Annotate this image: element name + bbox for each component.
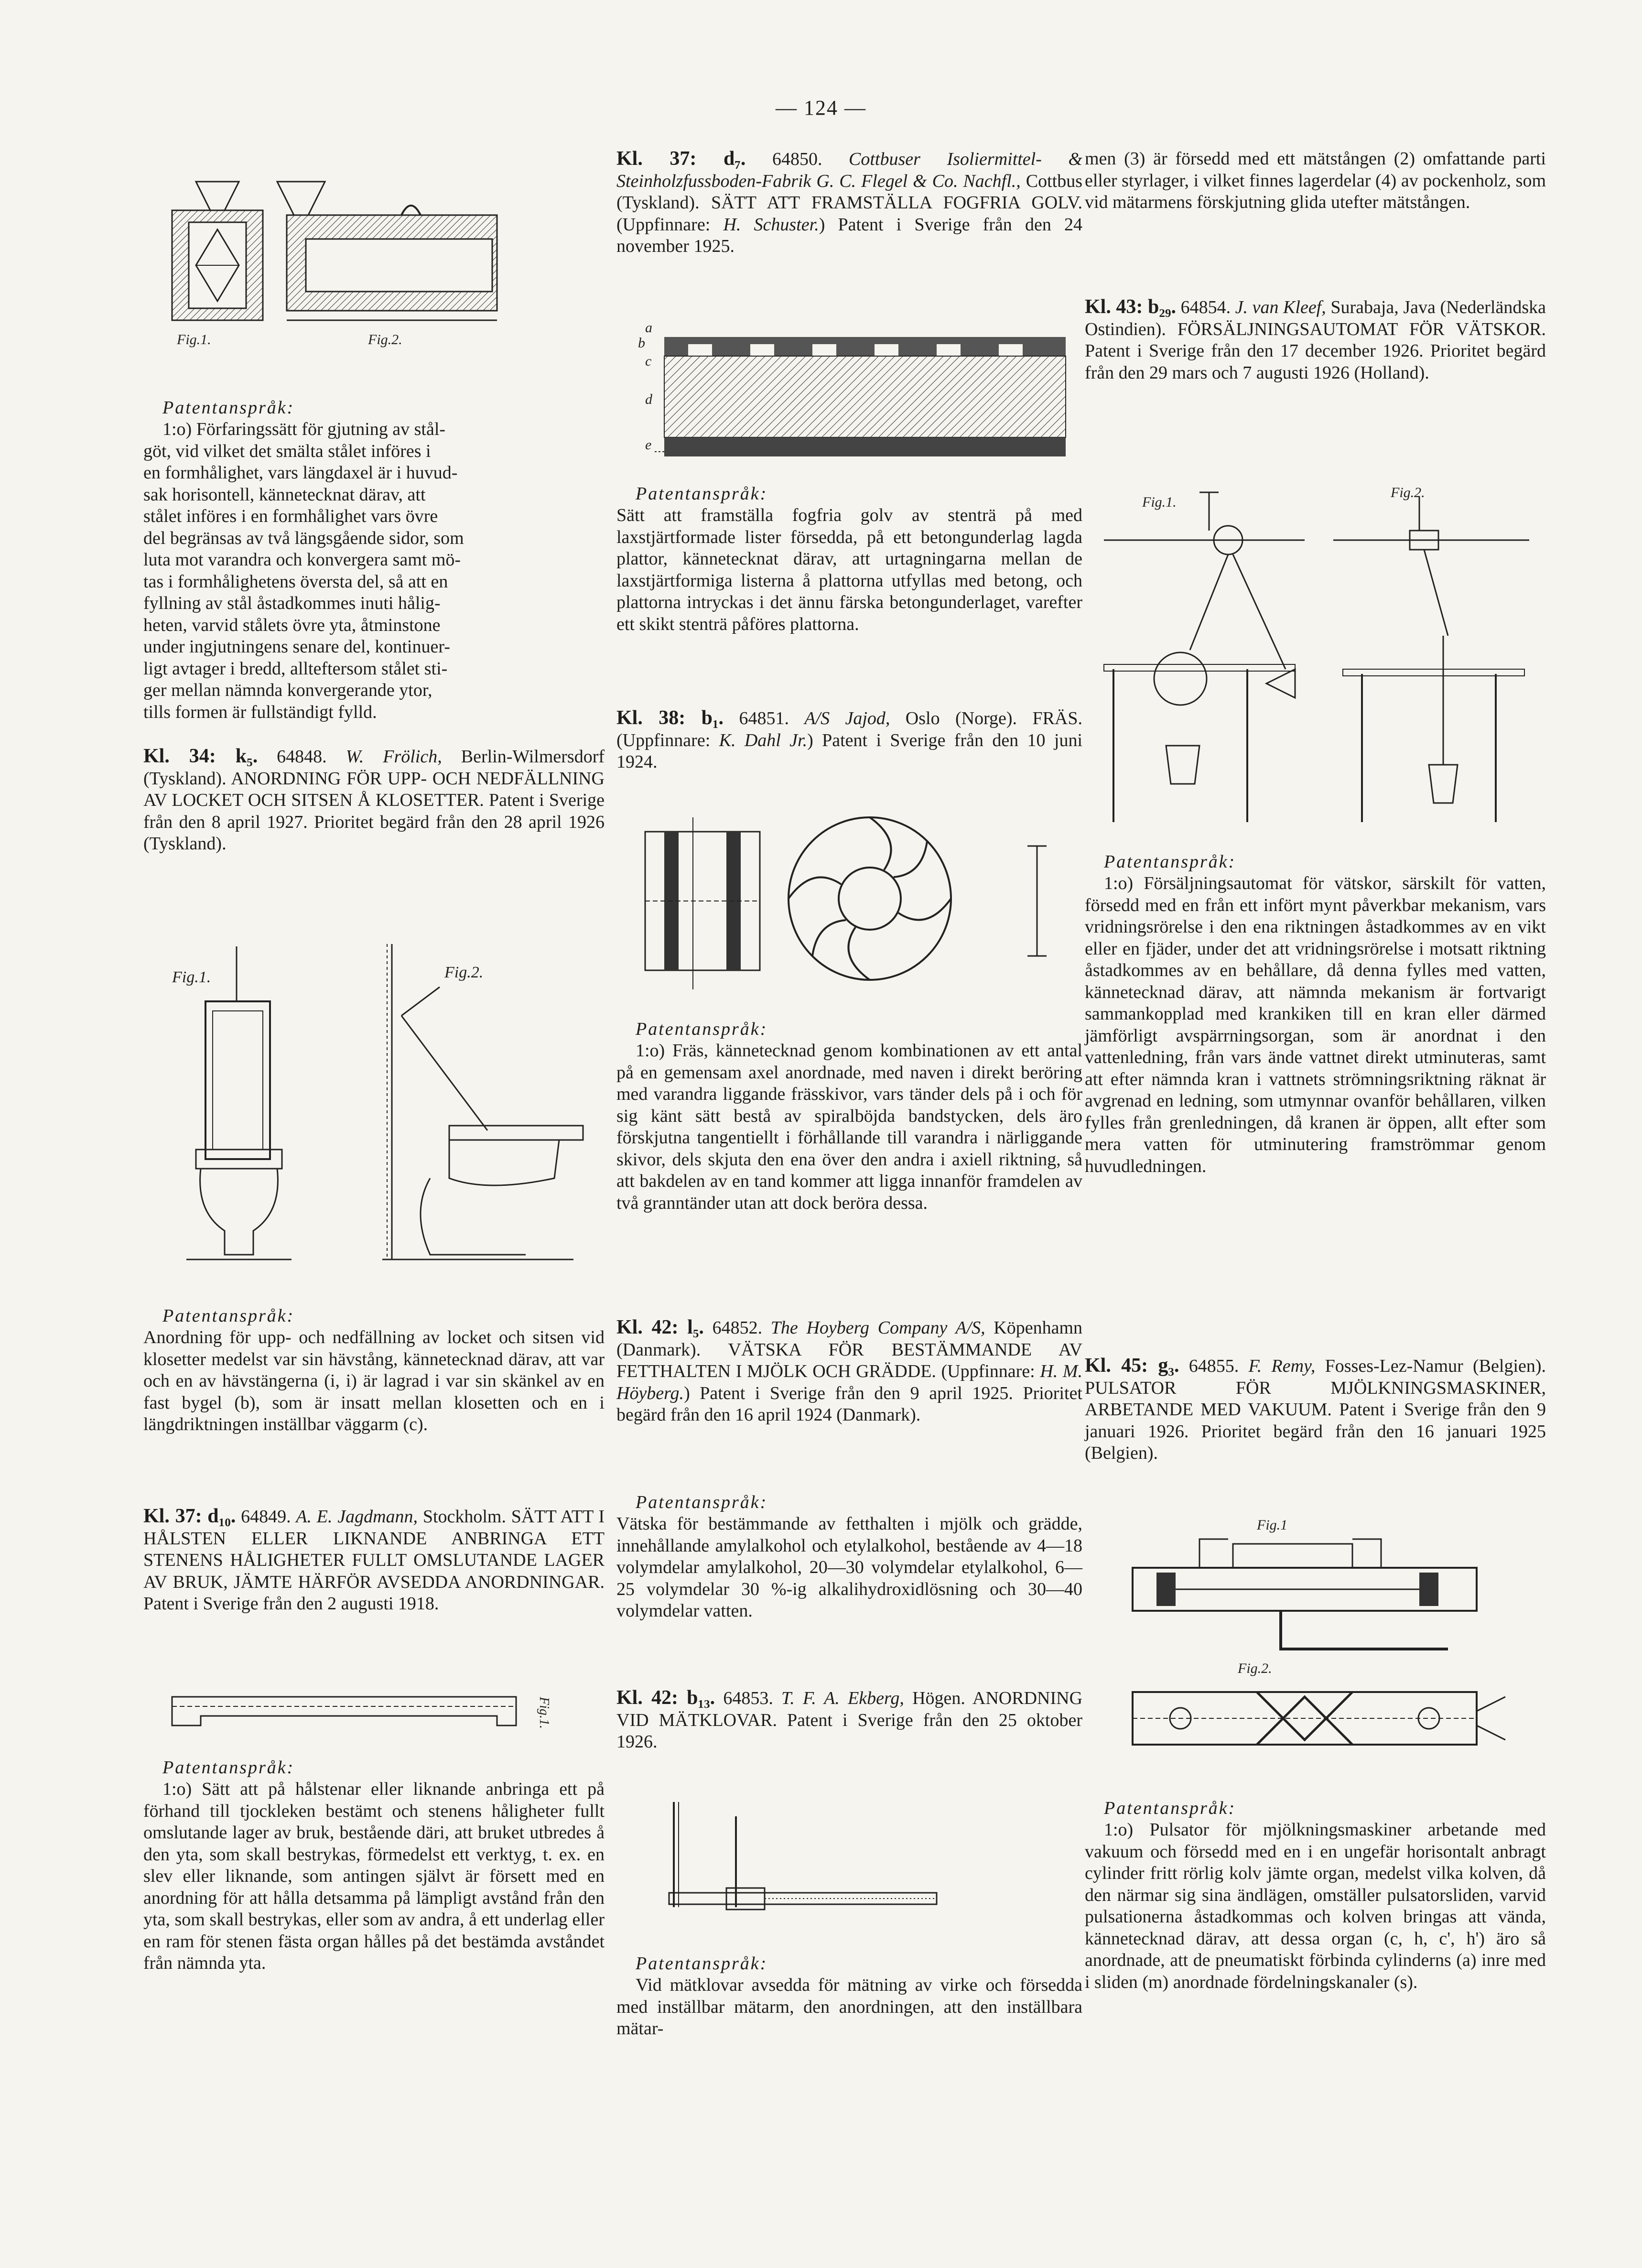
patentansprak-heading: Patentanspråk: bbox=[1104, 852, 1236, 872]
fig-label: Fig.1. bbox=[1142, 494, 1177, 510]
figure-toilet bbox=[143, 944, 593, 1279]
entry-64850 bbox=[616, 148, 1082, 258]
claim-line: sak horisontell, kännetecknat därav, att bbox=[143, 484, 426, 505]
entry-text bbox=[616, 707, 1082, 773]
claim-text bbox=[143, 419, 605, 723]
entry-64851 bbox=[616, 707, 1082, 773]
claim-text: men (3) är försedd med ett mätstången (2) omfattande parti eller styrlager, i vilket finnes lagerdelar (4) av pockenholz, som vid mätarmens förskjutning glida utefter mätstången. bbox=[1085, 149, 1546, 212]
entry-applicant: F. Remy, bbox=[1248, 1356, 1316, 1376]
fig-label: Fig.1. bbox=[177, 332, 211, 347]
claim-line: fyllning av stål åstadkommes inuti hålig- bbox=[143, 593, 441, 613]
entry-applicant: T. F. A. Ekberg, bbox=[781, 1688, 904, 1708]
claim-line: en formhålighet, vars längdaxel är i huvud- bbox=[143, 463, 458, 483]
entry-applicant: W. Frölich, bbox=[346, 747, 442, 767]
claim-64850 bbox=[616, 483, 1082, 635]
claim-text: 1:o) Försäljningsautomat för vätskor, särskilt för vatten, försedd med en från ett infört mynt påverkbar mekanism, vars vridningsrörelse i den ena riktningen åstadkommes av en vikt eller en fjäder, under det att vridningsrörelse i motsatt riktning åstadkommes av en behållare, då denna fylles med vatten, kännetecknad därav, att nämnda mekanism är fortvarigt sammankopplad med krankiken till en kran eller därmed jämförligt avspärrningsorgan, som är anordnat i den vattenledning, från vars ände vattnet direkt utminuteras, samt att efter nämnda kran i vattnets strömningsriktning räknat är avgrenad en ledning, som utmynnar ovanför behållaren, vilken fylles från grenledningen, då kranen är öppen, allt efter som mera vatten för utminutering framströmmar genom huvudledningen. bbox=[1085, 873, 1546, 1176]
entry-applicant: A. E. Jagdmann, bbox=[296, 1507, 418, 1527]
entry-class: Kl. 45: g₃. bbox=[1085, 1355, 1179, 1377]
claim-line: luta mot varandra och konvergera samt mö- bbox=[143, 550, 461, 570]
claim-64853-continued bbox=[1085, 148, 1546, 214]
fig-label: e bbox=[645, 437, 652, 453]
entry-inventor: H. M. Höyberg. bbox=[616, 1361, 1082, 1403]
entry-details: Stockholm. SÄTT ATT I HÅLSTEN ELLER LIKNANDE ANBRINGA ETT STENENS HÅLIGHETER FULLT OMSLUTANDE LAGER AV BRUK, JÄMTE HÄRFÖR AVSEDDA ANORDNINGAR. Patent i Sverige från den 2 augusti 1918. bbox=[143, 1507, 605, 1614]
entry-applicant: The Hoyberg Company A/S, bbox=[770, 1318, 985, 1338]
claim-text: Anordning för upp- och nedfällning av locket och sitsen vid klosetter medelst var sin hävstång, kännetecknad därav, att var och en av hävstängerna (i, i) är lagrad i var sin skänkel av en fast bygel (b), som är insatt mellan klosetten och en i längdriktningen inställbar väggarm (c). bbox=[143, 1327, 605, 1434]
entry-text bbox=[616, 1317, 1082, 1426]
entry-number: 64850. bbox=[772, 149, 822, 169]
entry-number: 64853. bbox=[723, 1688, 773, 1708]
figure-pulsator bbox=[1085, 1510, 1544, 1788]
fig-label: a bbox=[645, 320, 652, 336]
milling-cutter-drawing bbox=[616, 798, 1075, 1009]
floor-drawing bbox=[616, 318, 1075, 476]
toilet-drawing bbox=[143, 944, 593, 1279]
entry-text bbox=[1085, 1355, 1546, 1465]
entry-details: Oslo (Norge). FRÄS. (Uppfinnare: bbox=[616, 708, 1082, 750]
claim-64852 bbox=[616, 1491, 1082, 1622]
claim-64853 bbox=[616, 1953, 1082, 2040]
fig-label: Fig.1 bbox=[1257, 1517, 1288, 1533]
fig-label: b bbox=[638, 335, 645, 351]
claim-line: heten, varvid stålets övre yta, åtminstone bbox=[143, 615, 441, 635]
entry-text bbox=[616, 1687, 1082, 1753]
entry-applicant: J. van Kleef, bbox=[1235, 297, 1326, 317]
claim-line: stålet införes i en formhålighet vars övre bbox=[143, 506, 438, 526]
entry-number: 64852. bbox=[712, 1318, 763, 1338]
entry-class: Kl. 37: d₇. bbox=[616, 148, 746, 170]
pulsator-drawing bbox=[1085, 1510, 1544, 1788]
entry-details: Cottbus (Tyskland). SÄTT ATT FRAMSTÄLLA FOGFRIA GOLV. (Uppfinnare: bbox=[616, 171, 1083, 235]
fig-label: d bbox=[645, 391, 652, 407]
entry-number: 64849. bbox=[241, 1507, 291, 1527]
patentansprak-heading: Patentanspråk: bbox=[162, 1758, 295, 1778]
entry-details: Köpenhamn (Danmark). VÄTSKA FÖR BESTÄMMANDE AV FETTHALTEN I MJÖLK OCH GRÄDDE. (Uppfinnare: bbox=[616, 1318, 1082, 1381]
fig-label: Fig.2. bbox=[444, 964, 484, 981]
entry-text bbox=[143, 746, 605, 855]
claim-line: ger mellan nämnda konvergerande ytor, bbox=[143, 680, 432, 700]
entry-applicant: A/S Jajod, bbox=[804, 708, 890, 728]
entry-number: 64855. bbox=[1188, 1356, 1239, 1376]
claim-64848 bbox=[143, 1305, 605, 1436]
claim-line: ligt avtager i bredd, allteftersom stålet sti- bbox=[143, 658, 448, 679]
entry-inventor: H. Schuster. bbox=[723, 214, 819, 235]
claim-64851 bbox=[616, 1018, 1082, 1214]
claim-text: Sätt att framställa fogfria golv av stenträ på med laxstjärtformade lister försedda, på ett betongunderlag lagda plattor, kännetecknat därav, att urtagningarna mellan de laxstjärtformiga listerna å plattorna utfyllas med betong, och plattorna intryckas i det ännu färska betongunderlaget, varefter ett skikt stenträ påföres plattorna. bbox=[616, 505, 1082, 634]
entry-64849 bbox=[143, 1506, 605, 1615]
entry-number: 64854. bbox=[1180, 297, 1231, 317]
fig-label: Fig.1. bbox=[537, 1697, 551, 1729]
fig-label: Fig.1. bbox=[172, 968, 211, 986]
entry-64853 bbox=[616, 1687, 1082, 1753]
entry-class: Kl. 37: d₁₀. bbox=[143, 1505, 236, 1527]
claim-line: göt, vid vilket det smälta stålet införes i bbox=[143, 441, 431, 461]
entry-details: Högen. ANORDNING VID MÄTKLOVAR. Patent i Sverige från den 25 oktober 1926. bbox=[616, 1688, 1083, 1752]
entry-details-end: ) Patent i Sverige från den 9 april 1925. Prioritet begärd från den 16 april 1924 (Danmark). bbox=[616, 1383, 1082, 1425]
entry-details-end: ) Patent i Sverige från den 24 november 1925. bbox=[616, 214, 1082, 256]
entry-applicant: Cottbuser Isoliermittel- & Steinholzfussboden-Fabrik G. C. Flegel & Co. Nachfl., bbox=[616, 149, 1082, 191]
patentansprak-heading: Patentanspråk: bbox=[1104, 1798, 1236, 1818]
entry-class: Kl. 42: b₁₃. bbox=[616, 1687, 715, 1709]
claim-line: tills formen är fullständigt fylld. bbox=[143, 702, 377, 722]
patentansprak-heading: Patentanspråk: bbox=[162, 398, 295, 418]
claim-line: del begränsas av två längsgående sidor, som bbox=[143, 528, 464, 548]
figure-ingot-mould bbox=[143, 177, 507, 368]
entry-text bbox=[616, 148, 1082, 258]
vending-machine-drawing bbox=[1085, 478, 1544, 841]
claim-text: 1:o) Sätt att på hålstenar eller liknande anbringa ett på förhand till tjockleken bestämt och stenens håligheter fullt omslutande lager av bruk, bestående däri, att bruket utbredes å den yta, som skall bestrykas, förmedelst ett verktyg, t. ex. en slev eller liknande, som antingen självt är försett med en anordning för att hålla detsamma på lämpligt avstånd från den yta, som skall bestrykas, eller som av andra, å ett underlag eller en ram för stenen fästa organ hålles på det bestämda avståndet från nämnda yta. bbox=[143, 1779, 605, 1973]
claim-line: 1:o) Förfaringssätt för gjutning av stål- bbox=[162, 419, 446, 439]
claim-text: Vid mätklovar avsedda för mätning av virke och försedda med inställbar mätarm, den anordningen, att den inställbara mätar- bbox=[616, 1975, 1082, 2039]
entry-number: 64851. bbox=[739, 708, 789, 728]
page-number: — 124 — bbox=[776, 96, 866, 119]
claim-64849 bbox=[143, 1757, 605, 1975]
patentansprak-heading: Patentanspråk: bbox=[636, 484, 768, 504]
entry-inventor: K. Dahl Jr. bbox=[719, 730, 808, 750]
entry-details: Berlin-Wilmersdorf (Tyskland). ANORDNING FÖR UPP- OCH NEDFÄLLNING AV LOCKET OCH SITSEN Å KLOSETTER. Patent i Sverige från den 8 april 1927. Prioritet begärd från den 28 april 1926 (Tyskland). bbox=[143, 747, 605, 854]
patentansprak-heading: Patentanspråk: bbox=[636, 1953, 768, 1974]
claim-64854 bbox=[1085, 851, 1546, 1177]
figure-brick bbox=[143, 1687, 564, 1740]
figure-caliper bbox=[616, 1797, 1075, 1941]
fig-label: c bbox=[645, 353, 652, 369]
entry-number: 64848. bbox=[277, 747, 327, 767]
entry-class: Kl. 42: l₅. bbox=[616, 1316, 704, 1338]
figure-floor bbox=[616, 318, 1075, 476]
claim-line: under ingjutningens senare del, kontinuer- bbox=[143, 637, 450, 657]
entry-64848 bbox=[143, 746, 605, 855]
claim-text: 1:o) Pulsator för mjölkningsmaskiner arbetande med vakuum och försedd med en i en ungefär horisontalt anbragt cylinder fritt rörlig kolv jämte organ, medelst vilka kolven, då den närmar sig sina ändlägen, omställer pulsatorsliden, varvid pulsationerna åstadkommas och kolven bringas att vända, kännetecknad därav, att dessa organ (c, h, c', h') äro så anordnade, att de pneumatiskt förbinda cylinderns (a) inre med i sliden (m) anordnade fördelningskanaler (s). bbox=[1085, 1820, 1546, 1992]
entry-class: Kl. 43: b₂₉. bbox=[1085, 296, 1177, 318]
fig-label: Fig.2. bbox=[1238, 1660, 1272, 1676]
entry-64854 bbox=[1085, 296, 1546, 384]
patentansprak-heading: Patentanspråk: bbox=[636, 1492, 768, 1512]
patentansprak-heading: Patentanspråk: bbox=[636, 1019, 768, 1039]
entry-details: Fosses-Lez-Namur (Belgien). PULSATOR FÖR MJÖLKNINGSMASKINER, ARBETANDE MED VAKUUM. Patent i Sverige från den 9 januari 1926. Prioritet begärd från den 16 januari 1925 (Belgien). bbox=[1085, 1356, 1546, 1463]
claim-text: Vätska för bestämmande av fetthalten i mjölk och grädde, innehållande amylalkohol och etylalkohol, bestående av 4—18 volymdelar amylalkohol, 20—30 volymdelar etylalkohol, 6—25 volymdelar 30 %-ig alkalihydroxidlösning och 30—40 volymdelar vatten. bbox=[616, 1514, 1082, 1621]
brick-drawing bbox=[143, 1687, 564, 1740]
claim-text: 1:o) Fräs, kännetecknad genom kombinationen av ett antal på en gemensam axel anordnade, med naven i direkt beröring med varandra liggande frässkivor, vars tänder dels på i och för sig känt sätt bestå av spiralböjda bandstycken, dels äro förskjutna tangentiellt i förhållande till varandra i närliggande skivor, dels skjuta den ena över den andra i axiell riktning, så att bakdelen av en tand kommer att ligga innanför framdelen av två granntänder utan att dock beröra dessa. bbox=[616, 1041, 1082, 1213]
patentansprak-heading: Patentanspråk: bbox=[162, 1306, 295, 1326]
claim-64847 bbox=[143, 397, 605, 723]
entry-details-end: ) Patent i Sverige från den 10 juni 1924. bbox=[616, 730, 1083, 772]
claim-line: tas i formhålighetens översta del, så att en bbox=[143, 571, 448, 592]
fig-label: Fig.2. bbox=[1391, 485, 1425, 500]
fig-label: Fig.2. bbox=[368, 332, 402, 347]
figure-milling-cutter bbox=[616, 798, 1075, 1009]
entry-details: Surabaja, Java (Nederländska Ostindien). FÖRSÄLJNINGSAUTOMAT FÖR VÄTSKOR. Patent i Sverige från den 17 december 1926. Prioritet begärd från den 29 mars och 7 augusti 1926 (Holland). bbox=[1085, 297, 1546, 383]
ingot-mould-drawing bbox=[143, 177, 507, 368]
entry-text bbox=[1085, 296, 1546, 384]
entry-text bbox=[143, 1506, 605, 1615]
claim-64855 bbox=[1085, 1797, 1546, 1993]
entry-64852 bbox=[616, 1317, 1082, 1426]
entry-class: Kl. 38: b₁. bbox=[616, 707, 724, 729]
entry-64855 bbox=[1085, 1355, 1546, 1465]
entry-class: Kl. 34: k₅. bbox=[143, 745, 258, 767]
caliper-drawing bbox=[616, 1797, 1075, 1941]
figure-vending-machine bbox=[1085, 478, 1544, 841]
